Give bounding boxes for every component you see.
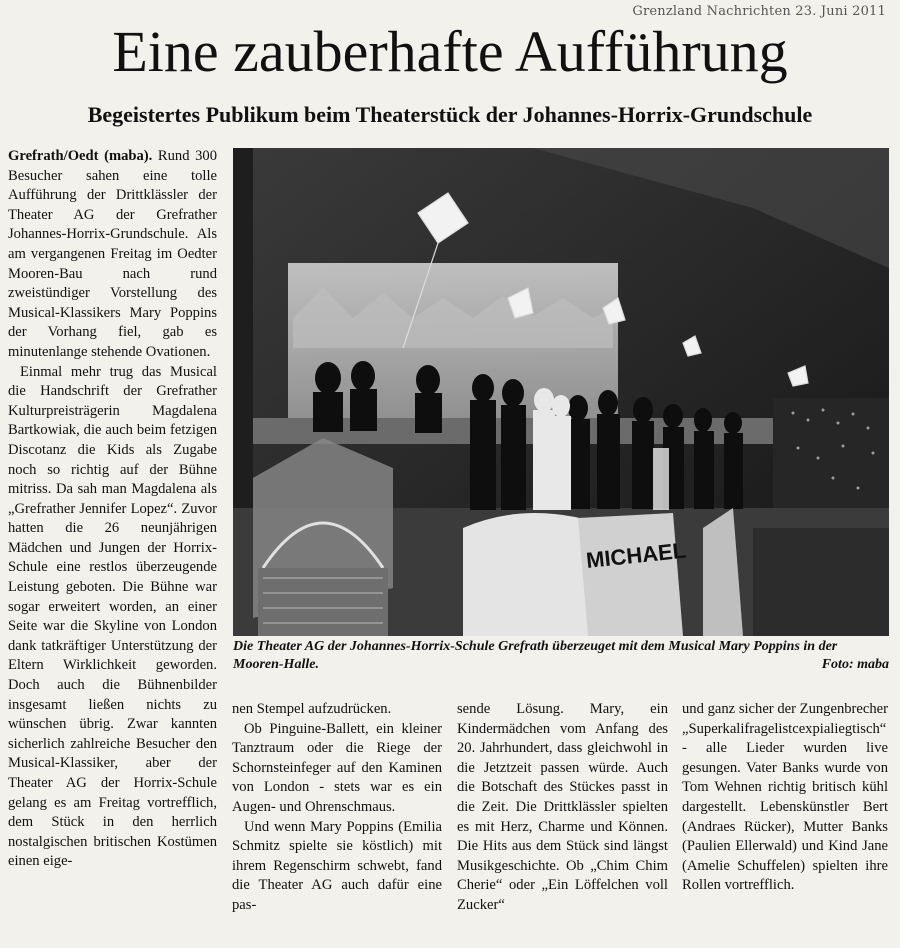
article-column-1 [8, 147, 217, 872]
article-paragraph-text: Rund 300 Besucher sahen eine tolle Aufführung der Drittklässler der Theater AG der Grefrather Johannes-Horrix-Grundschule. Als am vergangenen Freitag im Oedter Mooren-Bau nach rund zweistündiger Vorstellung des Musical-Klassikers Mary Poppins der Vorhang fiel, gab es minutenlange stehende Ovationen. [8, 148, 217, 360]
article-paragraph: sende Lösung. Mary, ein Kindermädchen vom Anfang des 20. Jahrhundert, dass gleichwohl in die Jetztzeit passen würde. Auch die Botschaft des Stückes passt in die Zeit. Die Drittklässler spielten es mit Herz, Charme und Können. Die Hits aus dem Stück sind längst Musikgeschichte. Ob „Chim Chim Cherie“ oder „Ein Löffelchen voll Zucker“ [457, 701, 668, 913]
prop-sign-text: MICHAEL [584, 537, 688, 573]
article-paragraph: Ob Pinguine-Ballett, ein kleiner Tanztraum oder die Riege der Schornsteinfeger auf den Kaminen von London - stets war es ein Augen- und Ohrenschmaus. [232, 720, 442, 815]
article-column-2 [232, 700, 442, 916]
photo-credit: Foto: maba [821, 657, 889, 672]
photo-caption [233, 638, 889, 674]
article-paragraph: nen Stempel aufzudrücken. [232, 701, 392, 717]
source-line: Grenzland Nachrichten 23. Juni 2011 [632, 4, 886, 19]
article-paragraph: Und wenn Mary Poppins (Emilia Schmitz spielte sie köstlich) mit ihrem Regenschirm schwebt, fand die Theater AG auch dafür eine pas- [232, 818, 442, 913]
article-paragraph [8, 147, 217, 363]
dateline: Grefrath/Oedt (maba). [8, 148, 153, 164]
subheadline: Begeistertes Publikum beim Theaterstück der Johannes-Horrix-Grundschule [87, 102, 813, 127]
article-paragraph: Einmal mehr trug das Musical die Handschrift der Grefrather Kulturpreisträgerin Magdalena Bartkowiak, die auch beim fetzigen Discotanz die Kids als Zugabe noch so richtig auf der Bühne mitriss. Da sah man Magdalena als „Grefrather Jennifer Lopez“. Zuvor hatten die 26 neunjährigen Mädchen und Jungen der Horrix-Schule eine restlos überzeugende Leistung geboten. Die Bühne war sogar erweitert worden, an einer Seite war die Skyline von London dank tatkräftiger Unterstützung der Eltern Wirklichkeit geworden. Doch auch die Bühnenbilder insgesamt ließen nichts zu wünschen übrig. Zwar kannten sicherlich zahlreiche Besucher den Musical-Klassiker, aber der Theater AG der Horrix-Schule gelang es am Freitag vortrefflich, dem Stück in den herrlich nostalgischen britischen Kostümen einen eige- [8, 363, 217, 870]
article-column-4 [682, 700, 888, 896]
headline: Eine zauberhafte Aufführung [112, 19, 788, 84]
article-paragraph: und ganz sicher der Zungenbrecher „Superkalifragelistcexpialiegtisch“ - alle Lieder wurden live gesungen. Vater Banks wurde von Tom Wehnen richtig britisch kühl dargestellt. Lebenskünstler Bert (Andraes Rücker), Mutter Banks (Paulien Ellerwald) und Kind Jane (Amelie Schuffelen) spielten ihre Rollen vortrefflich. [682, 701, 888, 894]
stage-photo [233, 148, 889, 636]
article-column-3 [457, 700, 668, 916]
stage-photo-image [233, 148, 889, 636]
photo-caption-text: Die Theater AG der Johannes-Horrix-Schule Grefrath überzeuget mit dem Musical Mary Poppins in der Mooren-Halle. [233, 639, 838, 672]
